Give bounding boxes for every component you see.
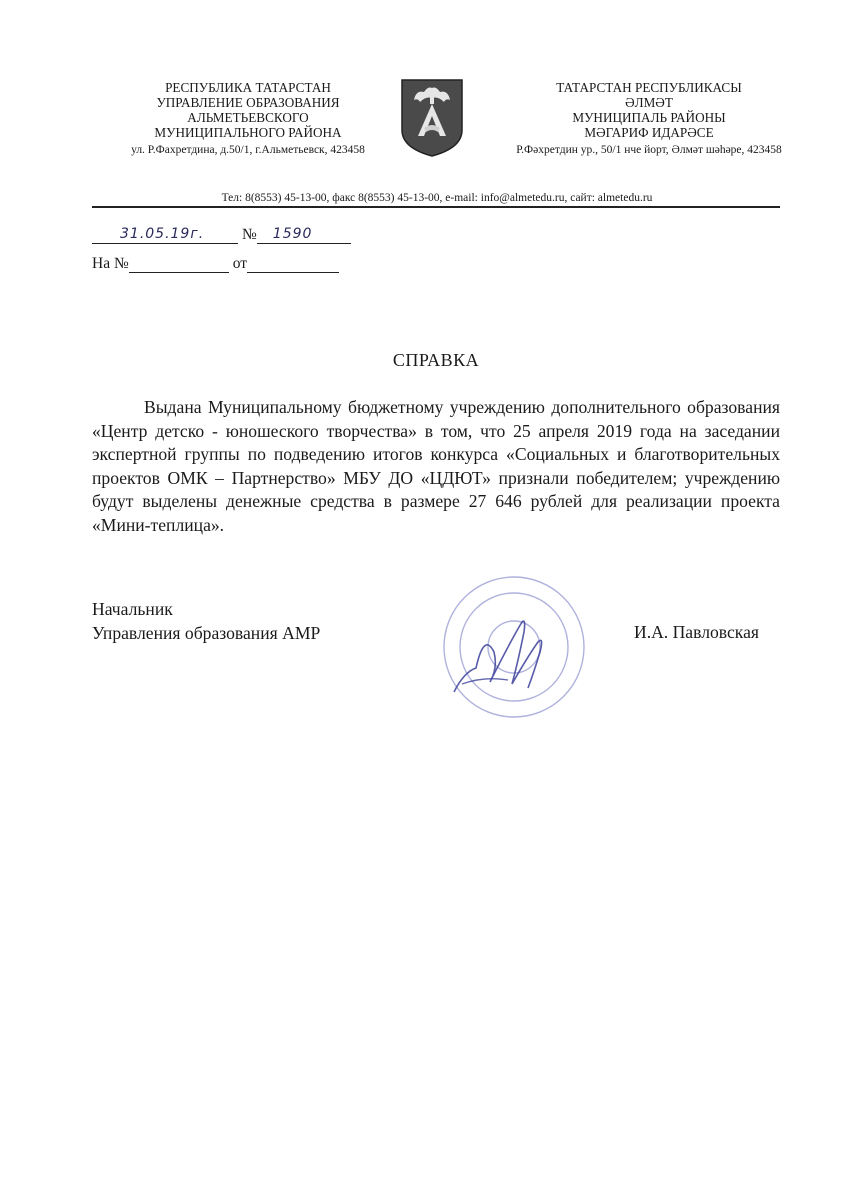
document-title: СПРАВКА [392,350,480,370]
official-stamp-icon [424,572,594,722]
contacts-line: Тел: 8(8553) 45-13-00, факс 8(8553) 45-13-00, e-mail: info@almetedu.ru, сайт: almetedu.ru [221,192,653,204]
header-right-address: Р.Фәхретдин ур., 50/1 нче йорт, Әлмәт шәһәре, 423458 [516,144,782,156]
outgoing-registration [92,226,351,244]
header-left-line3: АЛЬМЕТЬЕВСКОГО [187,110,309,125]
date-field [92,227,238,244]
document-body: Выдана Муниципальному бюджетному учреждению дополнительного образования «Центр детско - юношеского творчества» в том, что 25 апреля 2019 года на заседании экспертной группы по подведению итогов конкурса «Социальных и благотворительных проектов ОМК – Партнерство» МБУ ДО «ЦДЮТ» признали победителем; учреждению будут выделены денежные средства в размере 27 646 рублей для реализации проекта «Мини-теплица». [92,397,780,535]
header-right-line1: ТАТАРСТАН РЕСПУБЛИКАСЫ [556,80,742,95]
header-left-address: ул. Р.Фахретдина, д.50/1, г.Альметьевск, 423458 [131,144,365,156]
header-left-line1: РЕСПУБЛИКА ТАТАРСТАН [165,80,331,95]
header-right-block [484,80,814,158]
header-right-line3: МУНИЦИПАЛЬ РАЙОНЫ [572,110,726,125]
reply-date-field [247,256,339,273]
incoming-reference [92,255,339,273]
header-left-line2: УПРАВЛЕНИЕ ОБРАЗОВАНИЯ [156,95,340,110]
header-divider [92,206,780,208]
header-right-line2: ӘЛМӘТ [625,95,673,110]
number-label: № [242,226,257,243]
coat-of-arms-icon [400,78,464,158]
number-field [257,227,351,244]
role-line1: Начальник [92,599,173,619]
signatory-name: И.А. Павловская [634,622,759,642]
from-label: от [232,255,248,272]
signatory-role [92,598,320,645]
number-handwritten: 1590 [272,226,313,242]
reply-number-field [129,256,229,273]
header-right-line4: МӘГАРИФ ИДАРӘСЕ [584,125,714,140]
role-line2: Управления образования АМР [92,622,321,643]
header-left-line4: МУНИЦИПАЛЬНОГО РАЙОНА [154,125,342,140]
signature-stroke [454,621,542,692]
date-handwritten: 31.05.19г. [120,226,205,242]
reply-label: На № [92,255,129,272]
header-left-block [100,80,396,158]
